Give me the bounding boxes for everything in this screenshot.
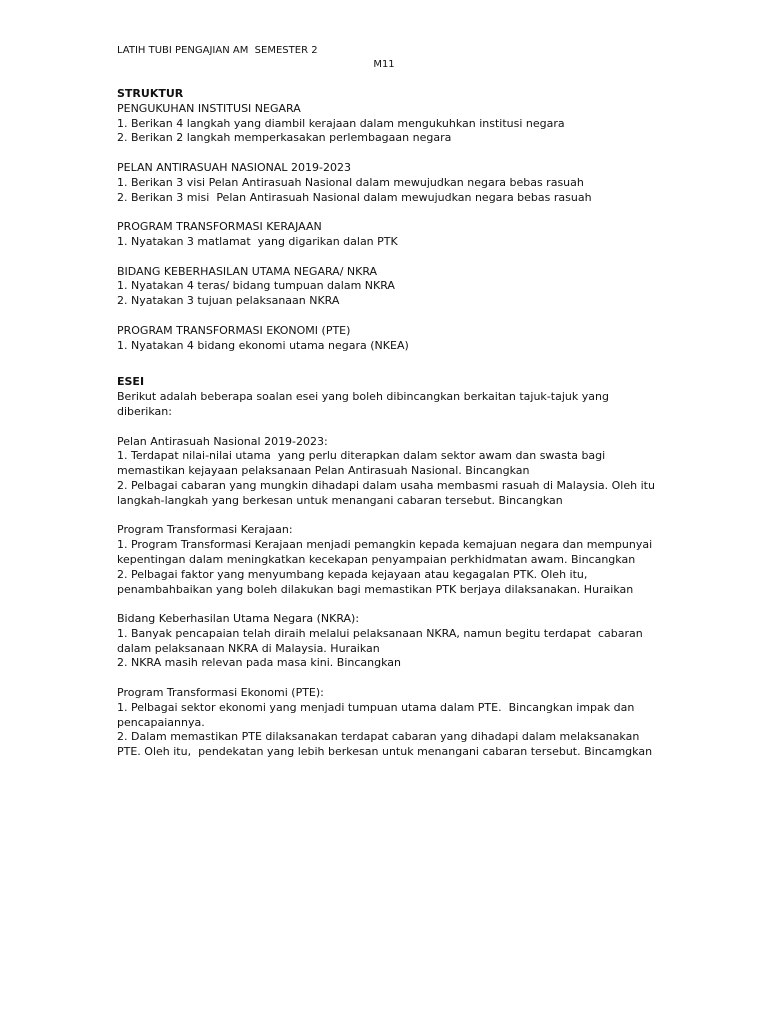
struktur-group-antirasuah [117, 161, 657, 205]
struktur-heading: STRUKTUR [117, 87, 184, 100]
struktur-question: 1. Nyatakan 4 bidang ekonomi utama negara (NKEA) [117, 338, 409, 352]
esei-group-title: Pelan Antirasuah Nasional 2019-2023: [117, 434, 328, 448]
esei-question: 2. Pelbagai faktor yang menyumbang kepada kejayaan atau kegagalan PTK. Oleh itu, penambahbaikan yang boleh dilakukan bagi memastikan PTK berjaya dilaksanakan. Huraikan [117, 567, 634, 596]
struktur-group-title: PROGRAM TRANSFORMASI EKONOMI (PTE) [117, 323, 351, 337]
esei-heading: ESEI [117, 375, 145, 389]
esei-question: 2. Pelbagai cabaran yang mungkin dihadapi dalam usaha membasmi rasuah di Malaysia. Oleh itu langkah-langkah yang berkesan untuk menangani cabaran tersebut. Bincangkan [117, 478, 659, 507]
struktur-group-pengukuhan [117, 102, 657, 146]
struktur-group-title: BIDANG KEBERHASILAN UTAMA NEGARA/ NKRA [117, 264, 378, 278]
struktur-question: 1. Berikan 4 langkah yang diambil kerajaan dalam mengukuhkan institusi negara [117, 116, 565, 130]
struktur-group-nkra [117, 265, 657, 309]
esei-question: 2. NKRA masih relevan pada masa kini. Bincangkan [117, 656, 401, 670]
struktur-question: 2. Berikan 2 langkah memperkasakan perlembagaan negara [117, 131, 452, 145]
esei-group-title: Program Transformasi Ekonomi (PTE): [117, 686, 324, 700]
esei-intro: Berikut adalah beberapa soalan esei yang boleh dibincangkan berkaitan tajuk-tajuk yang diberikan: [117, 390, 613, 418]
document-body [117, 87, 657, 760]
esei-question: 1. Terdapat nilai-nilai utama yang perlu diterapkan dalam sektor awam dan swasta bagi memastikan kejayaan pelaksanaan Pelan Antirasuah Nasional. Bincangkan [117, 449, 609, 478]
struktur-question: 1. Nyatakan 4 teras/ bidang tumpuan dalam NKRA [117, 279, 395, 293]
esei-question: 1. Banyak pencapaian telah diraih melalui pelaksanaan NKRA, namun begitu terdapat cabaran dalam pelaksanaan NKRA di Malaysia. Huraikan [117, 626, 647, 655]
document-title: LATIH TUBI PENGAJIAN AM SEMESTER 2 [117, 45, 318, 56]
section-spacer [117, 353, 657, 375]
struktur-group-title: PELAN ANTIRASUAH NASIONAL 2019-2023 [117, 160, 351, 174]
struktur-question: 2. Berikan 3 misi Pelan Antirasuah Nasional dalam mewujudkan negara bebas rasuah [117, 190, 592, 204]
struktur-question: 1. Berikan 3 visi Pelan Antirasuah Nasional dalam mewujudkan negara bebas rasuah [117, 175, 584, 189]
struktur-group-title: PROGRAM TRANSFORMASI KERAJAAN [117, 220, 322, 234]
esei-group-antirasuah [117, 435, 657, 509]
esei-group-nkra [117, 612, 657, 671]
esei-group-pte [117, 686, 657, 760]
esei-group-title: Bidang Keberhasilan Utama Negara (NKRA): [117, 612, 360, 626]
struktur-group-pte [117, 324, 657, 354]
esei-group-ptk [117, 523, 657, 597]
struktur-group-ptk [117, 220, 657, 250]
struktur-question: 1. Nyatakan 3 matlamat yang digarikan dalan PTK [117, 234, 398, 248]
esei-group-title: Program Transformasi Kerajaan: [117, 523, 293, 537]
esei-question: 2. Dalam memastikan PTE dilaksanakan terdapat cabaran yang dihadapi dalam melaksanakan PTE. Oleh itu, pendekatan yang lebih berkesan untuk menangani cabaran tersebut. Bincamgkan [117, 730, 653, 759]
struktur-question: 2. Nyatakan 3 tujuan pelaksanaan NKRA [117, 294, 340, 308]
struktur-group-title: PENGUKUHAN INSTITUSI NEGARA [117, 101, 301, 115]
esei-question: 1. Pelbagai sektor ekonomi yang menjadi tumpuan utama dalam PTE. Bincangkan impak dan pencapaiannya. [117, 700, 638, 729]
esei-intro-block [117, 390, 657, 420]
esei-question: 1. Program Transformasi Kerajaan menjadi pemangkin kepada kemajuan negara dan mempunyai kepentingan dalam meningkatkan kecekapan penyampaian perkhidmatan awam. Bincangkan [117, 538, 656, 566]
document-code: M11 [373, 59, 395, 70]
